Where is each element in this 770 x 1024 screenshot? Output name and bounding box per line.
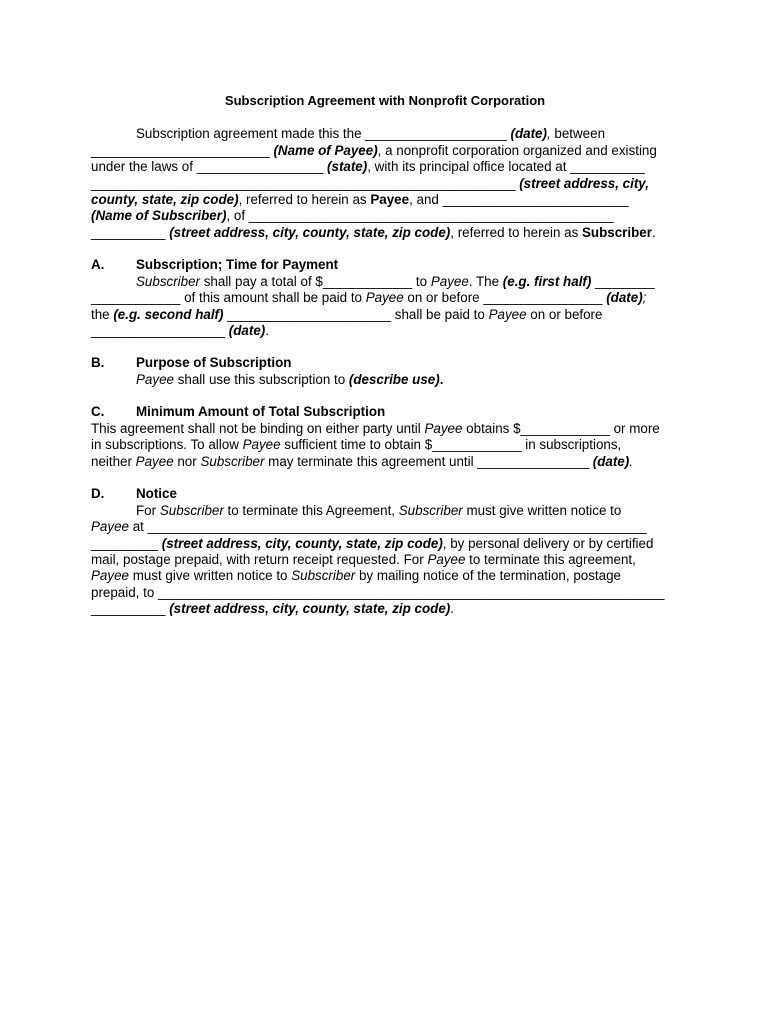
text-segment: ________________________ — [91, 143, 274, 158]
text-segment: (e.g. first half) — [502, 274, 592, 289]
section-a-title: Subscription; Time for Payment — [136, 257, 339, 272]
text-segment: mail, postage prepaid, with return receipt requested. For — [91, 552, 428, 567]
text-segment: , referred to herein as — [450, 225, 582, 240]
text-segment: For — [136, 503, 160, 518]
text-segment: to terminate this Agreement, — [223, 503, 399, 518]
text-segment: This agreement shall not be binding on either party until — [91, 421, 425, 436]
text-segment: (street address, city, — [519, 176, 649, 191]
text-segment: county, state, zip code) — [91, 192, 239, 207]
text-segment: (state) — [327, 159, 368, 174]
text-segment: , with its principal office located at __________ — [367, 159, 645, 174]
text-segment: Subscriber — [291, 568, 356, 583]
document-text-line — [91, 307, 602, 323]
text-segment: on or before ________________ — [403, 290, 607, 305]
document-text-line — [91, 159, 645, 175]
document-text-line — [91, 421, 660, 437]
document-text-line — [91, 585, 664, 601]
text-segment: . — [265, 323, 269, 338]
text-segment: Payee — [136, 372, 174, 387]
document-text-line — [91, 225, 656, 241]
document-text-line — [136, 274, 655, 290]
text-segment: (Name of Subscriber) — [91, 208, 227, 223]
text-segment: Payee — [370, 192, 410, 207]
text-segment: Payee — [427, 552, 466, 567]
text-segment: ____________ of this amount shall be paid to — [91, 290, 366, 305]
text-segment: prepaid, to ____________________________________________________________________ — [91, 585, 665, 600]
text-segment: neither — [91, 454, 136, 469]
section-a-letter: A. — [91, 257, 105, 272]
text-segment: Payee — [91, 568, 129, 583]
text-segment: , referred to herein as — [238, 192, 371, 207]
text-segment: under the laws of _________________ — [91, 159, 328, 174]
text-segment: . — [439, 372, 444, 387]
text-segment: , and _________________________ — [409, 192, 629, 207]
text-segment: (street address, city, county, state, zip code) — [169, 601, 451, 616]
text-segment: between — [550, 126, 606, 141]
section-b-title: Purpose of Subscription — [136, 355, 292, 370]
document-text-line — [91, 536, 653, 552]
document-title: Subscription Agreement with Nonprofit Corporation — [224, 93, 546, 108]
text-segment: (e.g. second half) — [113, 307, 224, 322]
text-segment: Subscriber — [398, 503, 463, 518]
text-segment: Payee — [91, 519, 129, 534]
text-segment: . — [450, 601, 454, 616]
text-segment: Subscriber — [159, 503, 224, 518]
text-segment: , by personal delivery or by certified — [442, 536, 654, 551]
text-segment: by mailing notice of the termination, postage — [355, 568, 621, 583]
document-text-line — [91, 192, 629, 208]
section-c-title: Minimum Amount of Total Subscription — [136, 404, 386, 419]
document-text-line — [91, 454, 633, 470]
text-segment: __________ — [91, 601, 170, 616]
text-segment: (date) — [592, 454, 630, 469]
text-segment: Payee — [424, 421, 463, 436]
section-d-title: Notice — [136, 486, 177, 501]
text-segment: Payee — [135, 454, 174, 469]
document-text-line — [136, 503, 621, 519]
text-segment: . — [651, 225, 656, 240]
document-text-line — [91, 143, 657, 159]
text-segment: Subscriber — [200, 454, 265, 469]
text-segment: _________________________________________________________ — [91, 176, 520, 191]
text-segment: . The — [468, 274, 503, 289]
text-segment: (Name of Payee) — [273, 143, 378, 158]
section-d-letter: D. — [91, 486, 105, 501]
document-text-line — [91, 519, 647, 535]
text-segment: ________ — [591, 274, 655, 289]
text-segment: ; — [642, 290, 647, 305]
text-segment: Payee — [430, 274, 469, 289]
text-segment: in subscriptions. To allow — [91, 437, 243, 452]
text-segment: . — [629, 454, 633, 469]
text-segment: to terminate this agreement, — [465, 552, 636, 567]
document-text-line — [91, 323, 269, 339]
text-segment: on or before — [526, 307, 603, 322]
text-segment: , of _________________________________________________ — [226, 208, 614, 223]
document-text-line — [91, 176, 649, 192]
text-segment: Subscriber — [582, 225, 652, 240]
text-segment: the — [91, 307, 114, 322]
text-segment: _________ — [91, 536, 162, 551]
text-segment: Payee — [365, 290, 404, 305]
text-segment: nor — [173, 454, 201, 469]
document-text-line — [91, 290, 646, 306]
text-segment: (date) — [510, 126, 547, 141]
text-segment: , a nonprofit corporation organized and existing — [377, 143, 657, 158]
text-segment: may terminate this agreement until _______________ — [264, 454, 593, 469]
document-text-line — [91, 208, 614, 224]
document-text-line — [136, 126, 605, 142]
text-segment: obtains $____________ or more — [462, 421, 660, 436]
document-text-line — [91, 437, 621, 453]
section-c-letter: C. — [91, 404, 105, 419]
document-text-line — [136, 372, 443, 388]
text-segment: (date) — [606, 290, 643, 305]
text-segment: must give written notice to — [128, 568, 292, 583]
text-segment: Subscriber — [136, 274, 201, 289]
text-segment: sufficient time to obtain $____________ in subscriptions, — [280, 437, 622, 452]
text-segment: ______________________ shall be paid to — [223, 307, 489, 322]
document-text-line — [91, 601, 454, 617]
text-segment: __________ — [91, 225, 170, 240]
document-text-line — [91, 552, 636, 568]
text-segment: Subscription agreement made this the ___________________ — [136, 126, 511, 141]
text-segment: , — [546, 126, 551, 141]
text-segment: at ___________________________________________________________________ — [128, 519, 647, 534]
text-segment: (describe use) — [348, 372, 440, 387]
document-text-line — [91, 568, 621, 584]
text-segment: shall pay a total of $____________ to — [200, 274, 431, 289]
text-segment: (street address, city, county, state, zip code) — [169, 225, 451, 240]
text-segment: (street address, city, county, state, zip code) — [161, 536, 443, 551]
text-segment: shall use this subscription to — [173, 372, 349, 387]
text-segment: Payee — [488, 307, 527, 322]
text-segment: (date) — [228, 323, 266, 338]
text-segment: Payee — [242, 437, 281, 452]
text-segment: must give written notice to — [462, 503, 622, 518]
text-segment: __________________ — [91, 323, 229, 338]
section-b-letter: B. — [91, 355, 105, 370]
